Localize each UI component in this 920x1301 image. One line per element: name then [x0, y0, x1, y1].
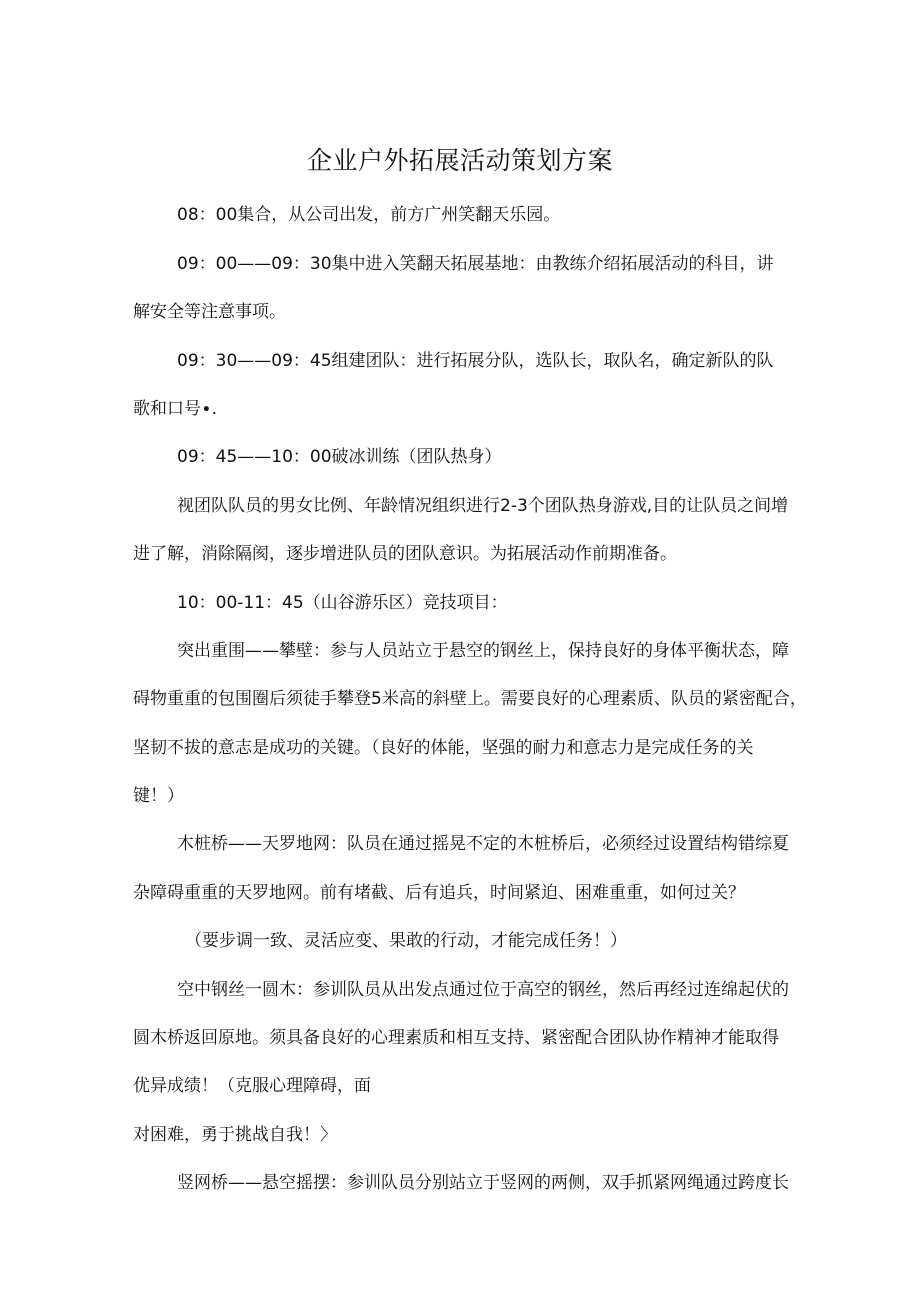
text-line: 视团队队员的男女比例、年龄情况组织进行2-3个团队热身游戏,目的让队员之间增: [177, 496, 789, 516]
text-line: 碍物重重的包围圈后须徒手攀登5米高的斜壁上。需要良好的心理素质、队员的紧密配合，: [133, 689, 807, 709]
text-line: 10：00-11：45（山谷游乐区）竞技项目：: [177, 593, 508, 613]
text-line: 键！）: [133, 786, 184, 806]
text-line: 09：30——09：45组建团队：进行拓展分队，选队长，取队名，确定新队的队: [177, 351, 774, 371]
text-line: 优异成绩！（克服心理障碍，面: [133, 1076, 371, 1096]
text-line: 竖网桥——悬空摇摆：参训队员分别站立于竖网的两侧，双手抓紧网绳通过跨度长: [177, 1173, 789, 1193]
text-line: 坚韧不拔的意志是成功的关键。（良好的体能，坚强的耐力和意志力是完成任务的关: [133, 738, 754, 758]
text-line: 木桩桥——天罗地网：队员在通过摇晃不定的木桩桥后，必须经过设置结构错综夏: [177, 834, 789, 854]
text-line: 解安全等注意事项。: [133, 302, 286, 322]
document-title: 企业户外拓展活动策划方案: [306, 146, 613, 175]
text-line: 突出重围——攀壁：参与人员站立于悬空的钢丝上，保持良好的身体平衡状态，障: [177, 641, 789, 661]
text-line: 圆木桥返回原地。须具备良好的心理素质和相互支持、紧密配合团队协作精神才能取得: [133, 1028, 779, 1048]
text-line: 进了解，消除隔阂，逐步增进队员的团队意识。为拓展活动作前期准备。: [133, 544, 677, 564]
text-line: 歌和口号∙.: [133, 399, 218, 419]
text-line: 09：00——09：30集中进入笑翻天拓展基地：由教练介绍拓展活动的科目，讲: [177, 254, 774, 274]
text-line: 09：45——10：00破冰训练（团队热身）: [177, 447, 502, 467]
text-line: （要步调一致、灵活应变、果敢的行动，才能完成任务！）: [185, 931, 627, 951]
text-line: 08：00集合，从公司出发，前方广州笑翻天乐园。: [177, 205, 561, 225]
text-line: 杂障碍重重的天罗地网。前有堵截、后有追兵，时间紧迫、困难重重，如何过关？: [133, 883, 745, 903]
text-line: 对困难，勇于挑战自我！〉: [133, 1125, 337, 1145]
text-line: 空中钢丝一圆木：参训队员从出发点通过位于高空的钢丝，然后再经过连绵起伏的: [177, 980, 789, 1000]
